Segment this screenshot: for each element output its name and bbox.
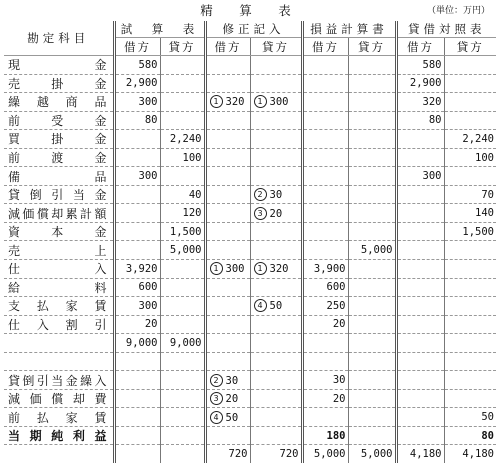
entry-number-icon: 2 xyxy=(210,374,223,387)
cell-pl-debit xyxy=(302,56,348,75)
table-row xyxy=(4,130,496,149)
cell-pl-credit xyxy=(348,74,396,93)
cell-tb-credit xyxy=(160,297,205,316)
cell-pl-credit xyxy=(348,371,396,390)
cell-bs-debit: 320 xyxy=(396,93,444,112)
entry-number-icon: 4 xyxy=(254,299,267,312)
cell-bs-credit xyxy=(444,278,496,297)
cell-tb-credit: 100 xyxy=(160,148,205,167)
adjustment-amount: 50 xyxy=(225,411,239,424)
cell-bs-credit xyxy=(444,389,496,408)
cell-adj-debit xyxy=(205,389,250,408)
cell-adj-debit xyxy=(205,167,250,186)
cell-adj-debit xyxy=(205,426,250,445)
table-row xyxy=(4,93,496,112)
cell-pl-credit xyxy=(348,111,396,130)
cell-tb-credit xyxy=(160,111,205,130)
cell-adj-debit xyxy=(205,185,250,204)
cell-tb-credit xyxy=(160,445,205,463)
cell-adj-credit xyxy=(250,185,302,204)
cell-bs-debit xyxy=(396,241,444,260)
table-row xyxy=(4,56,496,75)
account-name xyxy=(4,222,114,241)
worksheet-table xyxy=(4,21,496,463)
account-name xyxy=(4,56,114,75)
table-row xyxy=(4,334,496,353)
cell-adj-credit xyxy=(250,111,302,130)
cell-bs-credit xyxy=(444,297,496,316)
header-adjustments: 修正記入 xyxy=(205,21,302,38)
cell-tb-credit: 1,500 xyxy=(160,222,205,241)
entry-number-icon: 1 xyxy=(210,95,223,108)
cell-adj-credit xyxy=(250,74,302,93)
cell-tb-credit xyxy=(160,74,205,93)
account-name xyxy=(4,389,114,408)
account-name xyxy=(4,408,114,427)
cell-pl-credit xyxy=(348,56,396,75)
cell-bs-debit xyxy=(396,408,444,427)
cell-pl-debit xyxy=(302,185,348,204)
cell-tb-credit xyxy=(160,93,205,112)
cell-pl-credit xyxy=(348,389,396,408)
cell-pl-debit xyxy=(302,130,348,149)
cell-bs-debit: 2,900 xyxy=(396,74,444,93)
cell-bs-credit: 1,500 xyxy=(444,222,496,241)
account-label: 買 掛 金 xyxy=(8,132,107,147)
adjustment-amount: 720 xyxy=(279,448,299,461)
adjustment-amount: 20 xyxy=(269,207,283,220)
cell-adj-debit xyxy=(205,352,250,371)
cell-bs-credit xyxy=(444,352,496,371)
cell-pl-credit xyxy=(348,408,396,427)
cell-bs-credit: 140 xyxy=(444,204,496,223)
cell-tb-debit xyxy=(114,445,160,463)
cell-bs-credit xyxy=(444,74,496,93)
account-label: 前 渡 金 xyxy=(8,151,107,165)
adjustment-amount: 30 xyxy=(269,189,283,202)
cell-bs-debit xyxy=(396,371,444,390)
cell-tb-credit: 120 xyxy=(160,204,205,223)
table-row xyxy=(4,352,496,371)
header-trial-balance: 試 算 表 xyxy=(114,21,205,38)
header-adj-debit: 借方 xyxy=(205,38,250,56)
cell-bs-debit xyxy=(396,185,444,204)
account-name xyxy=(4,278,114,297)
adjustment-amount: 320 xyxy=(269,263,289,276)
header-bs-debit: 借方 xyxy=(396,38,444,56)
table-row xyxy=(4,426,496,445)
table-row xyxy=(4,371,496,390)
table-row xyxy=(4,204,496,223)
cell-tb-credit: 5,000 xyxy=(160,241,205,260)
cell-pl-credit xyxy=(348,352,396,371)
account-label: 仕 入 xyxy=(8,262,107,277)
cell-adj-credit xyxy=(250,241,302,260)
account-label: 前 受 金 xyxy=(8,113,107,128)
account-label: 備 品 xyxy=(8,169,107,184)
account-label: 前 払 家 賃 xyxy=(8,410,107,425)
cell-tb-debit: 80 xyxy=(114,111,160,130)
cell-adj-credit xyxy=(250,371,302,390)
account-label: 貸 倒 引 当 金 繰 入 xyxy=(8,373,107,388)
cell-bs-credit xyxy=(444,334,496,353)
cell-pl-debit xyxy=(302,93,348,112)
cell-pl-credit xyxy=(348,222,396,241)
account-name xyxy=(4,445,114,463)
cell-pl-credit xyxy=(348,204,396,223)
cell-adj-debit xyxy=(205,297,250,316)
cell-bs-debit xyxy=(396,222,444,241)
cell-adj-debit xyxy=(205,93,250,112)
cell-bs-credit: 100 xyxy=(444,148,496,167)
account-name xyxy=(4,371,114,390)
cell-bs-credit xyxy=(444,93,496,112)
cell-pl-debit: 5,000 xyxy=(302,445,348,463)
cell-pl-credit xyxy=(348,93,396,112)
cell-bs-credit xyxy=(444,56,496,75)
cell-adj-credit xyxy=(250,93,302,112)
cell-tb-credit xyxy=(160,408,205,427)
cell-adj-debit xyxy=(205,222,250,241)
table-row xyxy=(4,167,496,186)
cell-pl-credit xyxy=(348,148,396,167)
entry-number-icon: 1 xyxy=(210,262,223,275)
cell-pl-credit: 5,000 xyxy=(348,241,396,260)
table-row xyxy=(4,185,496,204)
cell-tb-credit: 9,000 xyxy=(160,334,205,353)
cell-tb-debit: 580 xyxy=(114,56,160,75)
cell-bs-debit xyxy=(396,426,444,445)
cell-bs-credit: 80 xyxy=(444,426,496,445)
cell-tb-credit: 40 xyxy=(160,185,205,204)
cell-bs-credit xyxy=(444,241,496,260)
cell-pl-credit xyxy=(348,278,396,297)
account-name xyxy=(4,297,114,316)
entry-number-icon: 4 xyxy=(210,411,223,424)
cell-pl-credit xyxy=(348,185,396,204)
cell-tb-debit xyxy=(114,222,160,241)
cell-bs-credit: 50 xyxy=(444,408,496,427)
account-label: 支 払 家 賃 xyxy=(8,299,107,314)
cell-tb-debit: 2,900 xyxy=(114,74,160,93)
cell-bs-debit: 580 xyxy=(396,56,444,75)
account-label: 繰 越 商 品 xyxy=(8,95,107,110)
adjustment-amount: 300 xyxy=(269,96,289,109)
worksheet-title: 精 算 表 xyxy=(200,3,298,18)
cell-bs-debit xyxy=(396,204,444,223)
cell-adj-credit xyxy=(250,56,302,75)
table-row xyxy=(4,74,496,93)
cell-tb-debit: 600 xyxy=(114,278,160,297)
cell-tb-debit: 20 xyxy=(114,315,160,334)
cell-adj-debit xyxy=(205,315,250,334)
cell-tb-credit xyxy=(160,426,205,445)
cell-adj-credit xyxy=(250,130,302,149)
cell-tb-credit xyxy=(160,315,205,334)
entry-number-icon: 3 xyxy=(254,207,267,220)
adjustment-amount: 50 xyxy=(269,300,283,313)
cell-tb-credit xyxy=(160,389,205,408)
account-name xyxy=(4,260,114,279)
cell-pl-debit xyxy=(302,334,348,353)
cell-bs-debit xyxy=(396,297,444,316)
unit-label: （単位：万円） xyxy=(426,6,490,16)
account-label: 売 上 xyxy=(8,243,107,258)
account-name xyxy=(4,185,114,204)
table-row xyxy=(4,445,496,463)
entry-number-icon: 2 xyxy=(254,188,267,201)
account-name xyxy=(4,167,114,186)
cell-bs-credit xyxy=(444,167,496,186)
entry-number-icon: 1 xyxy=(254,262,267,275)
cell-adj-credit xyxy=(250,426,302,445)
cell-adj-debit xyxy=(205,241,250,260)
account-name xyxy=(4,111,114,130)
cell-bs-credit: 70 xyxy=(444,185,496,204)
account-name xyxy=(4,130,114,149)
cell-tb-debit xyxy=(114,185,160,204)
table-row xyxy=(4,389,496,408)
entry-number-icon: 1 xyxy=(254,95,267,108)
account-name xyxy=(4,426,114,445)
table-row xyxy=(4,297,496,316)
table-row xyxy=(4,222,496,241)
cell-tb-debit: 3,920 xyxy=(114,260,160,279)
cell-adj-credit xyxy=(250,408,302,427)
table-row xyxy=(4,260,496,279)
cell-adj-debit xyxy=(205,278,250,297)
account-label: 売 掛 金 xyxy=(8,76,107,91)
cell-tb-credit xyxy=(160,167,205,186)
cell-adj-debit xyxy=(205,334,250,353)
cell-pl-credit xyxy=(348,334,396,353)
cell-adj-credit xyxy=(250,334,302,353)
adjustment-amount: 30 xyxy=(225,374,239,387)
cell-tb-credit xyxy=(160,278,205,297)
cell-pl-credit: 5,000 xyxy=(348,445,396,463)
cell-adj-credit xyxy=(250,167,302,186)
cell-adj-debit xyxy=(205,56,250,75)
header-tb-debit: 借方 xyxy=(114,38,160,56)
cell-adj-credit xyxy=(250,204,302,223)
cell-tb-debit: 9,000 xyxy=(114,334,160,353)
cell-pl-debit: 30 xyxy=(302,371,348,390)
cell-adj-credit xyxy=(250,260,302,279)
header-account: 勘定科目 xyxy=(4,21,114,56)
cell-tb-debit: 300 xyxy=(114,297,160,316)
cell-bs-debit xyxy=(396,260,444,279)
adjustment-amount: 300 xyxy=(225,263,245,276)
cell-adj-credit xyxy=(250,148,302,167)
header-income-statement: 損益計算書 xyxy=(302,21,396,38)
cell-bs-debit: 4,180 xyxy=(396,445,444,463)
adjustment-amount: 720 xyxy=(228,448,248,461)
cell-adj-debit xyxy=(205,74,250,93)
header-bs-credit: 貸方 xyxy=(444,38,496,56)
account-name xyxy=(4,241,114,260)
account-label: 減 価 償 却 費 xyxy=(8,392,107,407)
cell-adj-credit xyxy=(250,297,302,316)
cell-pl-debit xyxy=(302,241,348,260)
cell-bs-debit: 300 xyxy=(396,167,444,186)
cell-tb-credit xyxy=(160,371,205,390)
cell-tb-credit xyxy=(160,260,205,279)
cell-adj-credit xyxy=(250,315,302,334)
account-label: 資 本 金 xyxy=(8,225,107,240)
account-label: 現 金 xyxy=(8,58,107,73)
cell-pl-debit: 20 xyxy=(302,389,348,408)
cell-pl-debit xyxy=(302,204,348,223)
account-name xyxy=(4,204,114,223)
table-row xyxy=(4,241,496,260)
account-label: 仕 入 割 引 xyxy=(8,317,107,332)
cell-pl-credit xyxy=(348,167,396,186)
cell-bs-credit xyxy=(444,260,496,279)
cell-adj-debit xyxy=(205,445,250,463)
cell-bs-credit: 4,180 xyxy=(444,445,496,463)
cell-pl-credit xyxy=(348,260,396,279)
cell-tb-credit: 2,240 xyxy=(160,130,205,149)
cell-adj-debit xyxy=(205,260,250,279)
cell-adj-debit xyxy=(205,408,250,427)
header-tb-credit: 貸方 xyxy=(160,38,205,56)
account-label: 当 期 純 利 益 xyxy=(8,429,107,444)
account-name xyxy=(4,315,114,334)
cell-tb-debit: 300 xyxy=(114,167,160,186)
cell-tb-debit xyxy=(114,389,160,408)
cell-tb-credit xyxy=(160,352,205,371)
cell-bs-debit xyxy=(396,334,444,353)
account-label: 貸 倒 引 当 金 xyxy=(8,188,107,203)
account-label: 減 価 償 却 累 計 額 xyxy=(8,206,107,221)
cell-tb-debit xyxy=(114,148,160,167)
table-row xyxy=(4,315,496,334)
cell-bs-credit xyxy=(444,315,496,334)
table-row xyxy=(4,278,496,297)
account-name xyxy=(4,352,114,371)
header-balance-sheet: 貸借対照表 xyxy=(396,21,496,38)
cell-bs-debit xyxy=(396,278,444,297)
cell-pl-debit xyxy=(302,222,348,241)
cell-pl-debit: 600 xyxy=(302,278,348,297)
account-name xyxy=(4,93,114,112)
cell-adj-credit xyxy=(250,389,302,408)
cell-bs-credit xyxy=(444,371,496,390)
cell-adj-debit xyxy=(205,130,250,149)
cell-pl-debit xyxy=(302,111,348,130)
cell-adj-debit xyxy=(205,111,250,130)
cell-tb-debit xyxy=(114,371,160,390)
cell-adj-debit xyxy=(205,204,250,223)
account-label: 給 料 xyxy=(8,280,107,295)
cell-tb-debit xyxy=(114,130,160,149)
cell-adj-credit xyxy=(250,445,302,463)
entry-number-icon: 3 xyxy=(210,392,223,405)
cell-tb-debit xyxy=(114,408,160,427)
table-row xyxy=(4,111,496,130)
cell-pl-debit: 20 xyxy=(302,315,348,334)
cell-pl-debit xyxy=(302,167,348,186)
header-adj-credit: 貸方 xyxy=(250,38,302,56)
adjustment-amount: 320 xyxy=(225,96,245,109)
cell-pl-credit xyxy=(348,297,396,316)
cell-bs-debit xyxy=(396,315,444,334)
cell-bs-debit xyxy=(396,148,444,167)
cell-pl-debit: 250 xyxy=(302,297,348,316)
cell-tb-debit: 300 xyxy=(114,93,160,112)
account-name xyxy=(4,148,114,167)
cell-bs-debit xyxy=(396,389,444,408)
table-row xyxy=(4,408,496,427)
cell-pl-credit xyxy=(348,315,396,334)
cell-adj-credit xyxy=(250,278,302,297)
cell-adj-credit xyxy=(250,222,302,241)
cell-bs-credit: 2,240 xyxy=(444,130,496,149)
cell-bs-debit: 80 xyxy=(396,111,444,130)
cell-pl-credit xyxy=(348,426,396,445)
cell-pl-debit xyxy=(302,408,348,427)
table-row xyxy=(4,148,496,167)
cell-adj-debit xyxy=(205,371,250,390)
cell-pl-debit xyxy=(302,74,348,93)
cell-tb-credit xyxy=(160,56,205,75)
cell-tb-debit xyxy=(114,241,160,260)
cell-pl-debit xyxy=(302,352,348,371)
cell-bs-debit xyxy=(396,130,444,149)
account-name xyxy=(4,74,114,93)
cell-pl-debit: 180 xyxy=(302,426,348,445)
header-pl-credit: 貸方 xyxy=(348,38,396,56)
cell-tb-debit xyxy=(114,204,160,223)
account-name xyxy=(4,334,114,353)
cell-bs-debit xyxy=(396,352,444,371)
cell-pl-debit xyxy=(302,148,348,167)
adjustment-amount: 20 xyxy=(225,393,239,406)
cell-adj-credit xyxy=(250,352,302,371)
cell-tb-debit xyxy=(114,426,160,445)
cell-tb-debit xyxy=(114,352,160,371)
cell-pl-credit xyxy=(348,130,396,149)
cell-bs-credit xyxy=(444,111,496,130)
header-pl-debit: 借方 xyxy=(302,38,348,56)
cell-pl-debit: 3,900 xyxy=(302,260,348,279)
cell-adj-debit xyxy=(205,148,250,167)
